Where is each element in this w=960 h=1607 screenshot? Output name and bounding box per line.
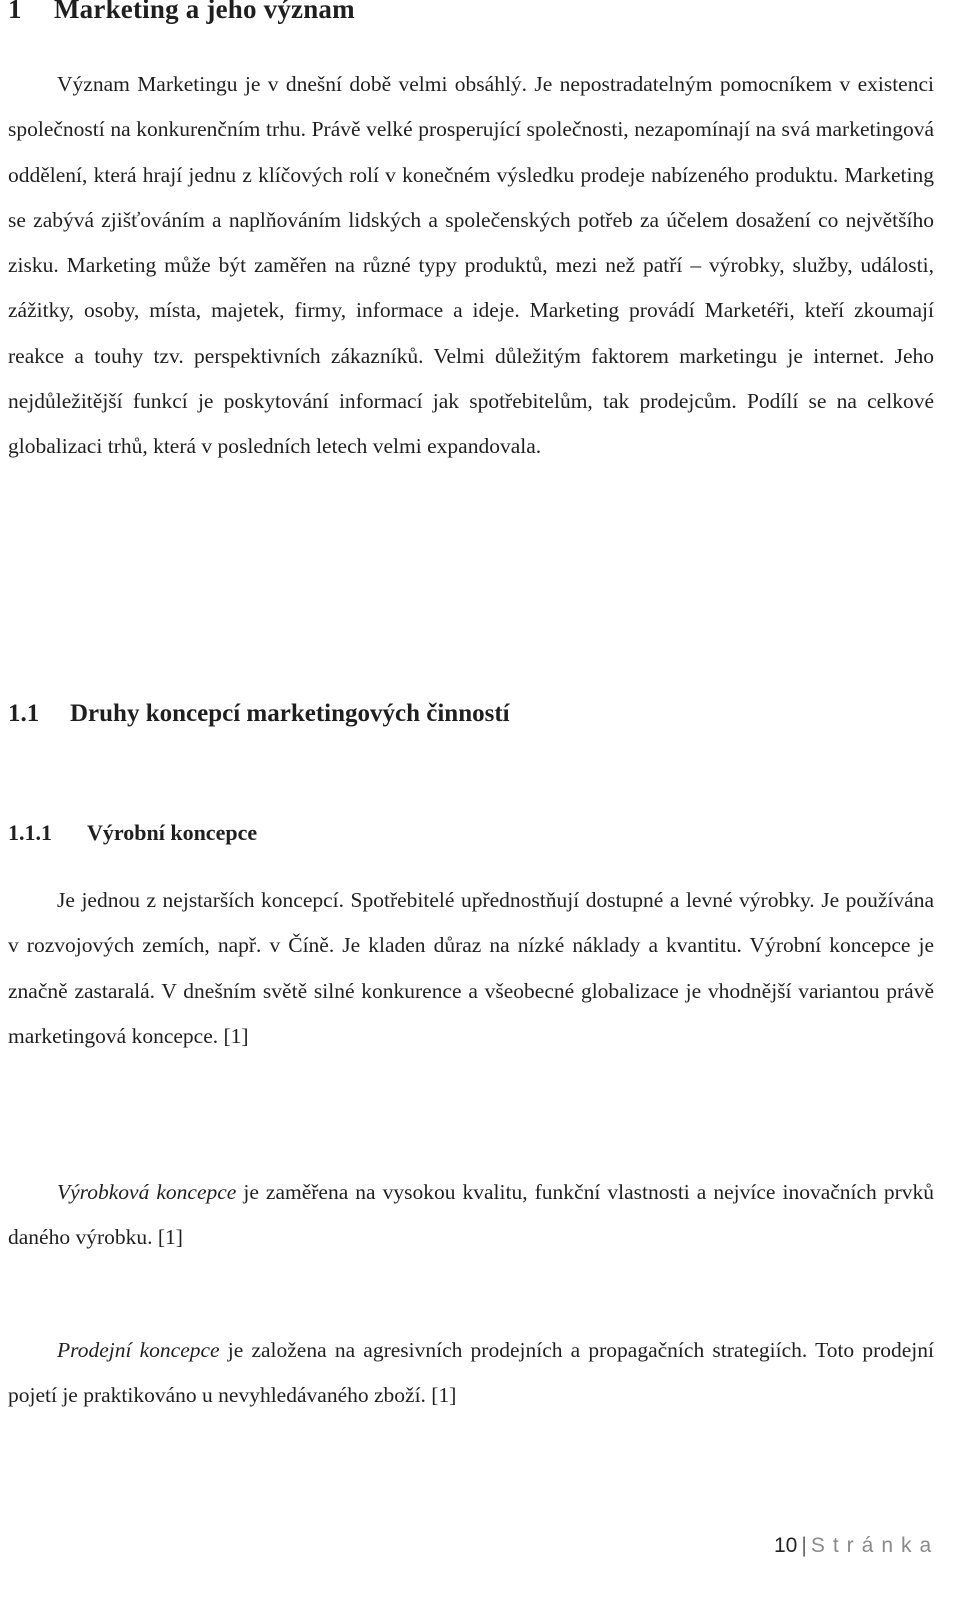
subsection-title: Výrobní koncepce [87,820,258,845]
production-concept-paragraph: Je jednou z nejstarších koncepcí. Spotřebitelé upřednostňují dostupné a levné výrobky. Je používána v rozvojových zemích, např. v Číně. Je kladen důraz na nízké náklady a kvantitu. Výrobní koncepce je značně zastaralá. V dnešním světě silné konkurence a všeobecné globalizace je vhodnější variantou právě marketingová koncepce. [1] [8,888,934,1048]
sales-concept-text: je založena na agresivních prodejních a propagačních strategiích. Toto prodejní pojetí je praktikováno u nevyhledávaného zboží. [1] [8,1338,935,1408]
subsection-heading [8,820,257,846]
page-number: 10 [774,1534,798,1557]
chapter-title: Marketing a jeho význam [54,0,355,24]
subsection-number: 1.1.1 [8,820,52,845]
footer-separator: | [801,1534,807,1557]
page-footer [774,1534,939,1558]
page-label: Stránka [810,1534,940,1557]
section-heading [8,700,510,728]
section-title: Druhy koncepcí marketingových činností [70,700,510,727]
sales-concept-paragraph [8,1328,934,1419]
sales-concept-term: Prodejní koncepce [57,1338,220,1362]
product-concept-text: je zaměřena na vysokou kvalitu, funkční vlastnosti a nejvíce inovačních prvků daného výrobku. [1] [8,1180,934,1250]
product-concept-term: Výrobková koncepce [57,1180,237,1204]
product-concept-paragraph [8,1170,934,1261]
intro-paragraph: Význam Marketingu je v dnešní době velmi obsáhlý. Je nepostradatelným pomocníkem v existenci společností na konkurenčním trhu. Právě velké prosperující společnosti, nezapomínají na svá marketingová oddělení, která hrají jednu z klíčových rolí v konečném výsledku prodeje nabízeného produktu. Marketing se zabývá zjišťováním a naplňováním lidských a společenských potřeb za účelem dosažení co největšího zisku. Marketing může být zaměřen na různé typy produktů, mezi než patří – výrobky, služby, události, zážitky, osoby, místa, majetek, firmy, informace a ideje. Marketing provádí Marketéři, kteří zkoumají reakce a touhy tzv. perspektivních zákazníků. Velmi důležitým faktorem marketingu je internet. Jeho nejdůležitější funkcí je poskytování informací jak spotřebitelům, tak prodejcům. Podílí se na celkové globalizaci trhů, která v posledních letech velmi expandovala. [8,72,934,459]
chapter-number: 1 [8,0,22,24]
section-number: 1.1 [8,700,40,727]
chapter-heading [8,0,355,25]
